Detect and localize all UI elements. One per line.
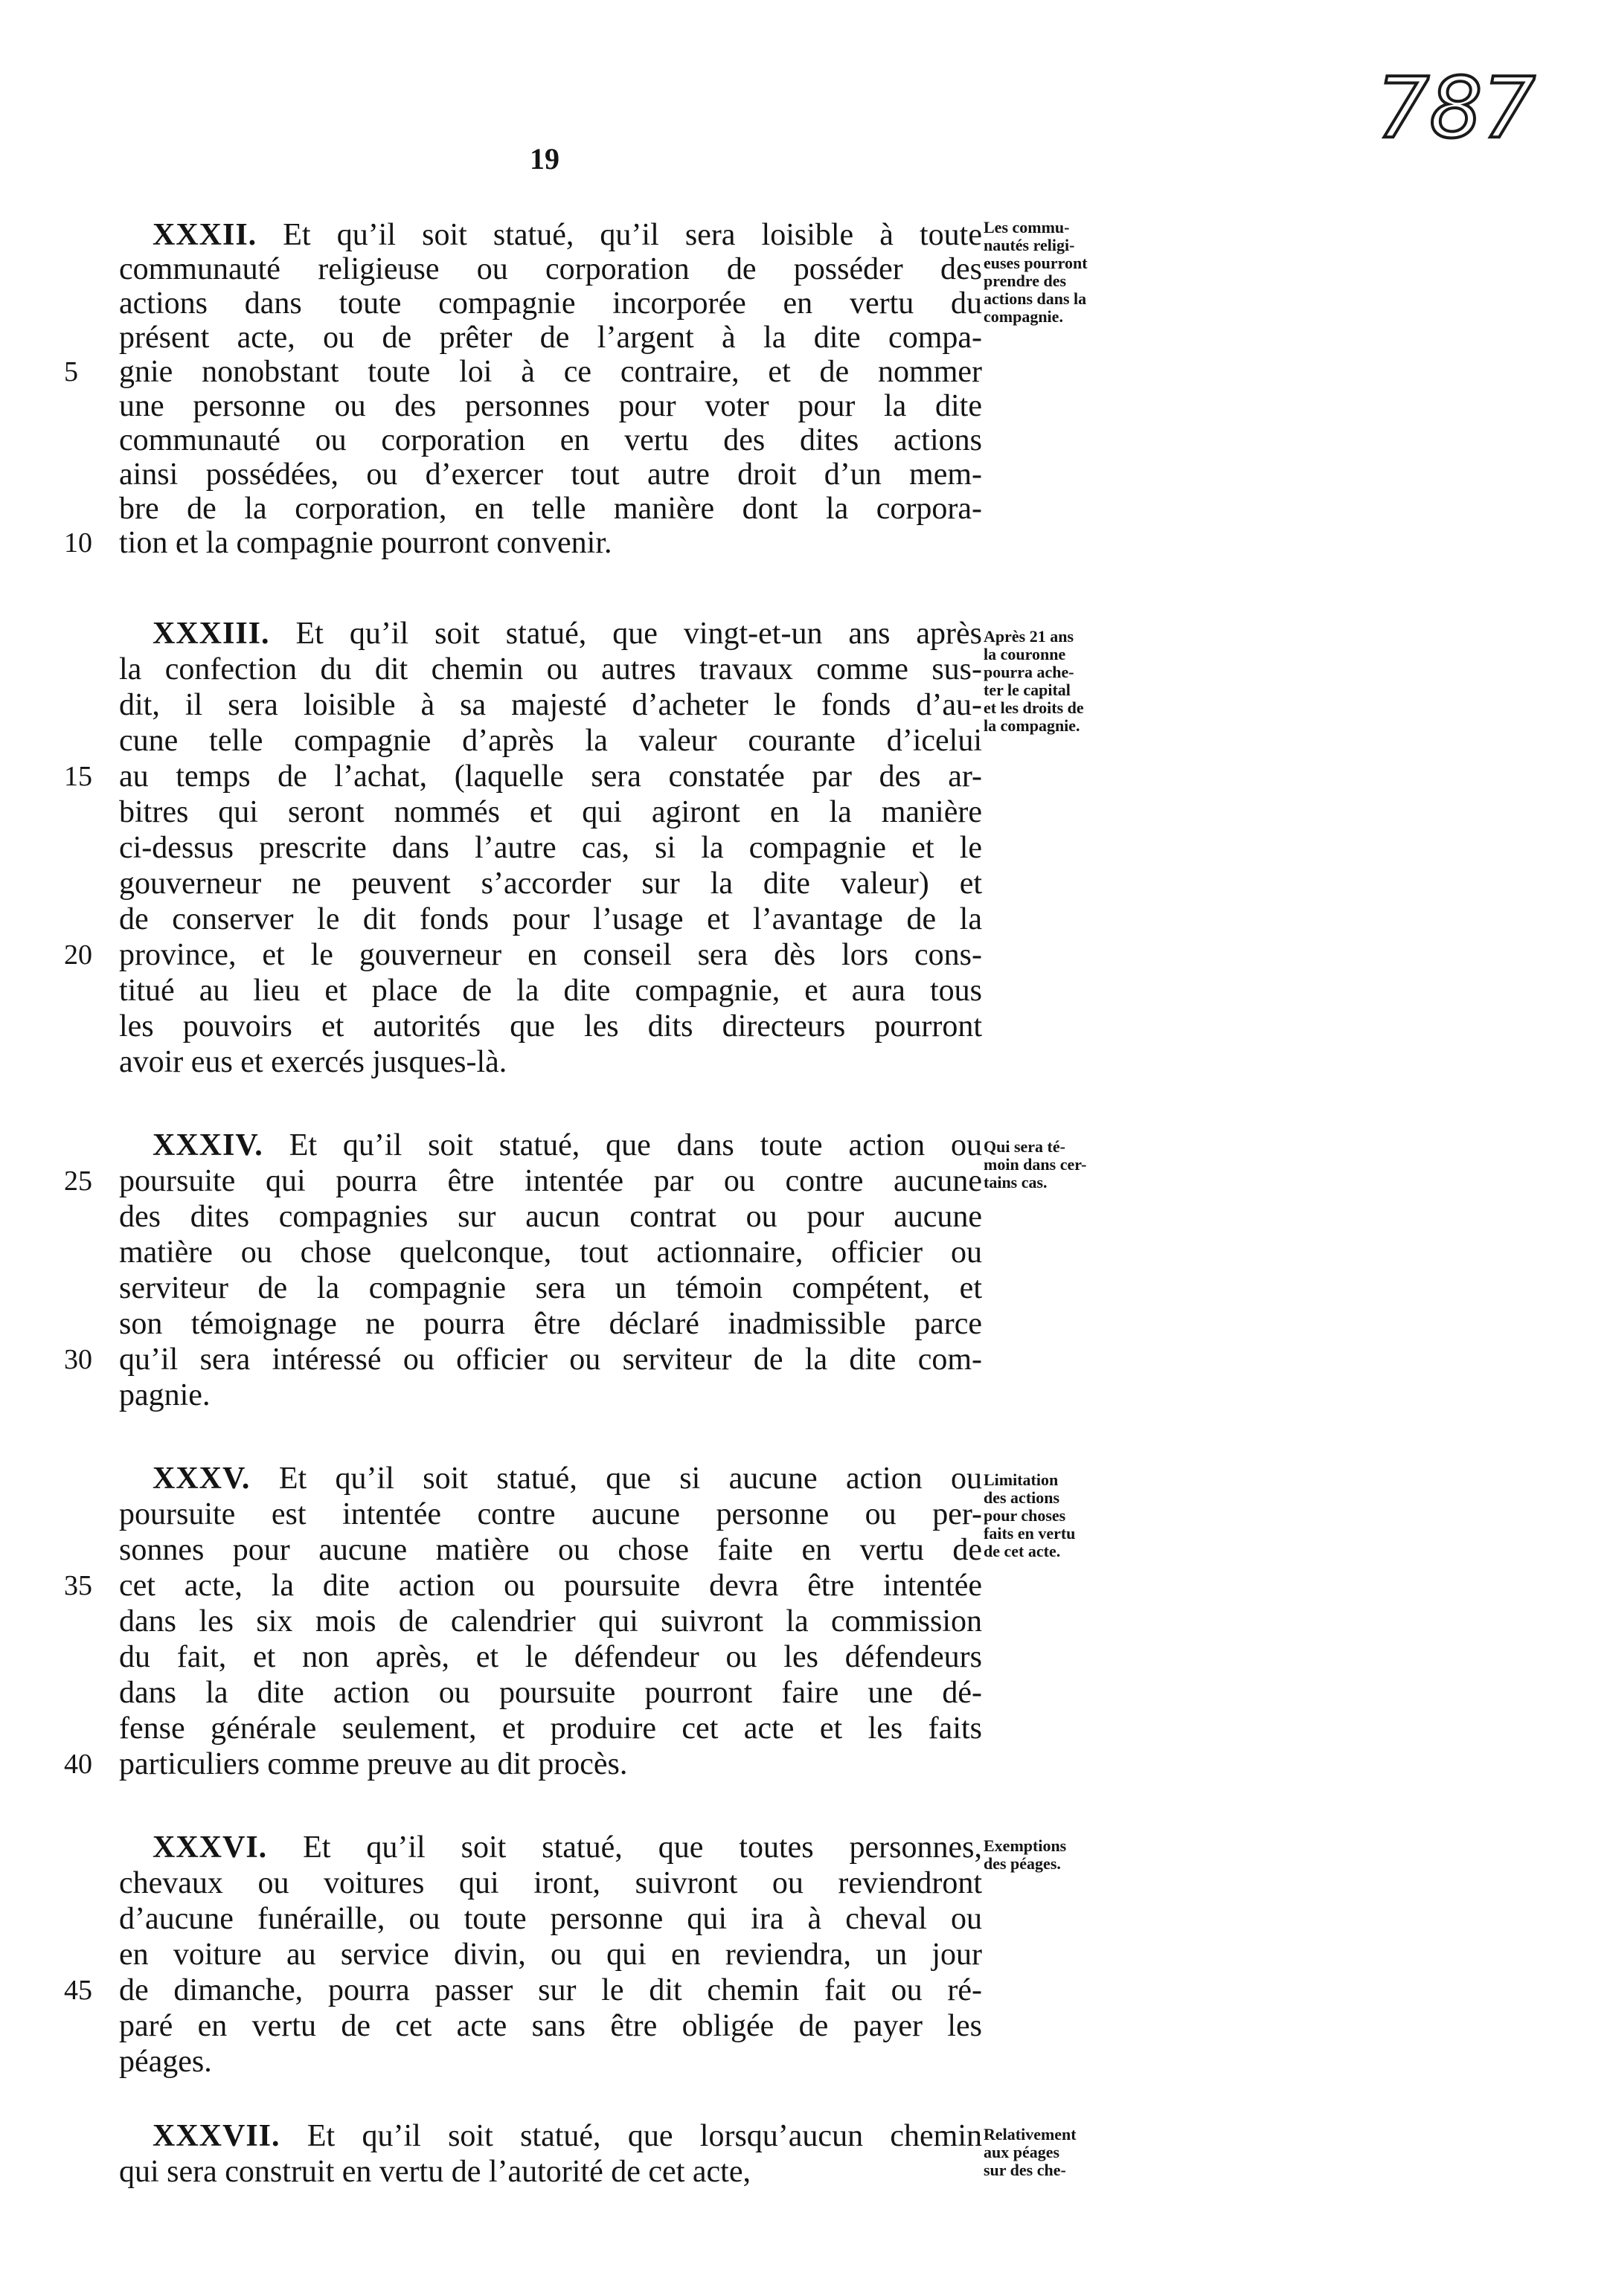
section-numeral: XXXII. — [153, 218, 257, 252]
text-line: présent acte, ou de prêter de l’argent à la dite compa- — [119, 321, 982, 355]
line-number: 30 — [64, 1344, 92, 1375]
page-number: 19 — [530, 142, 559, 176]
text-line: titué au lieu et place de la dite compagnie, et aura tous — [119, 974, 982, 1008]
margin-note: Limitation des actions pour choses faits en vertu de cet acte. — [984, 1470, 1076, 1560]
section-numeral: XXXVI. — [153, 1830, 268, 1865]
text-line: dans les six mois de calendrier qui suivront la commission — [119, 1604, 982, 1639]
text-line: d’aucune funéraille, ou toute personne qui ira à cheval ou — [119, 1902, 982, 1936]
text-line: la confection du dit chemin ou autres travaux comme sus- — [119, 652, 982, 686]
text-line: paré en vertu de cet acte sans être obligée de payer les — [119, 2009, 982, 2043]
text-line: matière ou chose quelconque, tout actionnaire, officier ou — [119, 1235, 982, 1270]
text-line: XXXIII. Et qu’il soit statué, que vingt-et-un ans après — [153, 617, 982, 651]
text-line: chevaux ou voitures qui iront, suivront ou reviendront — [119, 1866, 982, 1900]
text-line: en voiture au service divin, ou qui en reviendra, un jour — [119, 1938, 982, 1972]
margin-note: Relativement aux péages sur des che- — [984, 2125, 1077, 2179]
text-line: du fait, et non après, et le défendeur ou les défendeurs — [119, 1640, 982, 1674]
text-line: province, et le gouverneur en conseil sera dès lors cons- — [119, 938, 982, 972]
text-line: au temps de l’achat, (laquelle sera constatée par des ar- — [119, 759, 982, 794]
line-number: 40 — [64, 1749, 92, 1780]
text-line: dit, il sera loisible à sa majesté d’acheter le fonds d’au- — [119, 688, 982, 722]
text-line: de conserver le dit fonds pour l’usage et l’avantage de la — [119, 902, 982, 936]
text-line: communauté ou corporation en vertu des dites actions — [119, 423, 982, 457]
text-line: particuliers comme preuve au dit procès. — [119, 1747, 628, 1781]
text-line: qu’il sera intéressé ou officier ou serviteur de la dite com- — [119, 1342, 982, 1377]
text-line: ci-dessus prescrite dans l’autre cas, si la compagnie et le — [119, 831, 982, 865]
text-line: communauté religieuse ou corporation de posséder des — [119, 252, 982, 286]
line-number: 20 — [64, 939, 92, 971]
text-line: péages. — [119, 2045, 212, 2079]
text-line: poursuite qui pourra être intentée par ou contre aucune — [119, 1164, 982, 1198]
text-line: son témoignage ne pourra être déclaré inadmissible parce — [119, 1307, 982, 1341]
text-line: gnie nonobstant toute loi à ce contraire, et de nommer — [119, 355, 982, 389]
text-line: les pouvoirs et autorités que les dits directeurs pourront — [119, 1009, 982, 1044]
text-line: XXXVII. Et qu’il soit statué, que lorsqu’aucun chemin — [153, 2119, 982, 2153]
text-line: actions dans toute compagnie incorporée en vertu du — [119, 286, 982, 321]
section-numeral: XXXIII. — [153, 617, 270, 651]
text-line: de dimanche, pourra passer sur le dit chemin fait ou ré- — [119, 1973, 982, 2007]
line-number: 35 — [64, 1570, 92, 1601]
margin-note: Les commu- nautés religi- euses pourront prendre des actions dans la compagnie. — [984, 218, 1088, 326]
text-line: ainsi possédées, ou d’exercer tout autre droit d’un mem- — [119, 457, 982, 492]
section-numeral: XXXIV. — [153, 1128, 263, 1163]
text-line: XXXVI. Et qu’il soit statué, que toutes personnes, — [153, 1830, 982, 1865]
text-line: cet acte, la dite action ou poursuite devra être intentée — [119, 1569, 982, 1603]
margin-note: Après 21 ans la couronne pourra ache- ter le capital et les droits de la compagnie. — [984, 627, 1084, 735]
text-line: serviteur de la compagnie sera un témoin compétent, et — [119, 1271, 982, 1305]
text-line: XXXII. Et qu’il soit statué, qu’il sera loisible à toute — [153, 218, 982, 252]
section-numeral: XXXV. — [153, 1461, 251, 1496]
text-line: gouverneur ne peuvent s’accorder sur la dite valeur) et — [119, 866, 982, 901]
text-line: fense générale seulement, et produire cet acte et les faits — [119, 1711, 982, 1746]
text-line: bre de la corporation, en telle manière dont la corpora- — [119, 492, 982, 526]
text-line: pagnie. — [119, 1378, 211, 1412]
text-line: poursuite est intentée contre aucune personne ou per- — [119, 1497, 982, 1531]
line-number: 10 — [64, 527, 92, 559]
section-numeral: XXXVII. — [153, 2119, 280, 2153]
line-number: 5 — [64, 356, 78, 388]
text-line: XXXIV. Et qu’il soit statué, que dans toute action ou — [153, 1128, 983, 1163]
line-number: 45 — [64, 1975, 92, 2006]
text-line: XXXV. Et qu’il soit statué, que si aucune action ou — [153, 1461, 983, 1496]
handwritten-folio-number — [1369, 48, 1585, 159]
text-line: tion et la compagnie pourront convenir. — [119, 526, 612, 560]
line-number: 25 — [64, 1165, 92, 1197]
text-line: cune telle compagnie d’après la valeur courante d’icelui — [119, 724, 982, 758]
text-line: dans la dite action ou poursuite pourront faire une dé- — [119, 1676, 982, 1710]
text-line: bitres qui seront nommés et qui agiront en la manière — [119, 795, 982, 829]
text-line: qui sera construit en vertu de l’autorité de cet acte, — [119, 2155, 751, 2189]
svg-text:787: 787 — [1376, 60, 1536, 157]
margin-note: Qui sera té- moin dans cer- tains cas. — [984, 1137, 1087, 1192]
text-line: une personne ou des personnes pour voter pour la dite — [119, 389, 982, 423]
margin-note: Exemptions des péages. — [984, 1836, 1067, 1873]
text-line: sonnes pour aucune matière ou chose faite en vertu de — [119, 1533, 982, 1567]
line-number: 15 — [64, 761, 92, 792]
text-line: des dites compagnies sur aucun contrat ou pour aucune — [119, 1200, 982, 1234]
text-line: avoir eus et exercés jusques-là. — [119, 1045, 507, 1079]
